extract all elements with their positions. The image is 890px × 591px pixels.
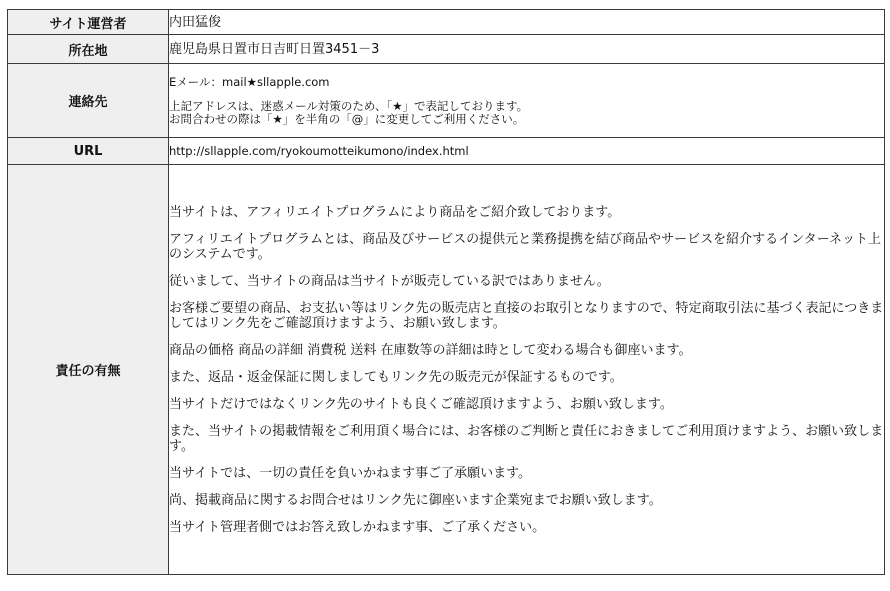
responsibility-paragraph: 従いまして、当サイトの商品は当サイトが販売している訳ではありません。 bbox=[169, 273, 610, 289]
operator-value: 内田猛俊 bbox=[169, 10, 885, 35]
paragraph-gap bbox=[169, 385, 884, 397]
responsibility-paragraph: 尚、掲載商品に関するお問合せはリンク先に御座います企業宛までお願い致します。 bbox=[169, 492, 662, 508]
operator-label: サイト運営者 bbox=[8, 10, 169, 35]
site-info-table bbox=[7, 9, 885, 575]
contact-email: Eメール：mail★sllapple.com bbox=[169, 74, 330, 89]
paragraph-gap bbox=[169, 220, 884, 232]
url-label: URL bbox=[8, 138, 169, 165]
table-row-address bbox=[8, 35, 885, 64]
table-row-url bbox=[8, 138, 885, 165]
responsibility-paragraph: 当サイトは、アフィリエイトプログラムにより商品をご紹介致しております。 bbox=[169, 204, 621, 220]
responsibility-value bbox=[169, 165, 885, 575]
responsibility-paragraph: また、返品・返金保証に関しましてもリンク先の販売元が保証するものです。 bbox=[169, 369, 623, 385]
contact-note-2: お問合わせの際は「★」を半角の「@」に変更してご利用ください。 bbox=[169, 111, 525, 126]
table-row-responsibility bbox=[8, 165, 885, 575]
table-row-operator bbox=[8, 10, 885, 35]
responsibility-paragraph: 当サイト管理者側ではお答え致しかねます事、ご了承ください。 bbox=[169, 519, 546, 535]
address-label: 所在地 bbox=[8, 35, 169, 64]
paragraph-gap bbox=[169, 358, 884, 370]
paragraph-gap bbox=[169, 262, 884, 274]
paragraph-gap bbox=[169, 331, 884, 343]
paragraph-gap bbox=[169, 481, 884, 493]
contact-label: 連絡先 bbox=[8, 64, 169, 138]
responsibility-label: 責任の有無 bbox=[8, 165, 169, 575]
url-value: http://sllapple.com/ryokoumotteikumono/index.html bbox=[169, 138, 885, 165]
responsibility-paragraph: アフィリエイトプログラムとは、商品及びサービスの提供元と業務提携を結び商品やサービスを紹介するインターネット上のシステムです。 bbox=[169, 231, 882, 262]
paragraph-gap bbox=[169, 289, 884, 301]
paragraph-gap bbox=[169, 412, 884, 424]
table-row-contact bbox=[8, 64, 885, 138]
contact-gap bbox=[169, 89, 884, 100]
responsibility-paragraph: お客様ご要望の商品、お支払い等はリンク先の販売店と直接のお取引となりますので、特定商取引法に基づく表記につきましてはリンク先をご確認頂けますよう、お願い致します。 bbox=[169, 300, 884, 331]
responsibility-paragraph: 商品の価格 商品の詳細 消費税 送料 在庫数等の詳細は時として変わる場合も御座います。 bbox=[169, 342, 692, 358]
contact-note-1: 上記アドレスは、迷惑メール対策のため、「★」で表記しております。 bbox=[169, 98, 529, 113]
responsibility-paragraph: 当サイトでは、一切の責任を負いかねます事ご了承願います。 bbox=[169, 465, 532, 481]
paragraph-gap bbox=[169, 508, 884, 520]
contact-value bbox=[169, 64, 885, 138]
address-value: 鹿児島県日置市日吉町日置3451－3 bbox=[169, 35, 885, 64]
responsibility-paragraph: また、当サイトの掲載情報をご利用頂く場合には、お客様のご判断と責任におきましてご利用頂けますよう、お願い致します。 bbox=[169, 423, 884, 454]
paragraph-gap bbox=[169, 454, 884, 466]
responsibility-paragraph: 当サイトだけではなくリンク先のサイトも良くご確認頂けますよう、お願い致します。 bbox=[169, 396, 673, 412]
site-info-table-wrapper bbox=[7, 9, 885, 575]
